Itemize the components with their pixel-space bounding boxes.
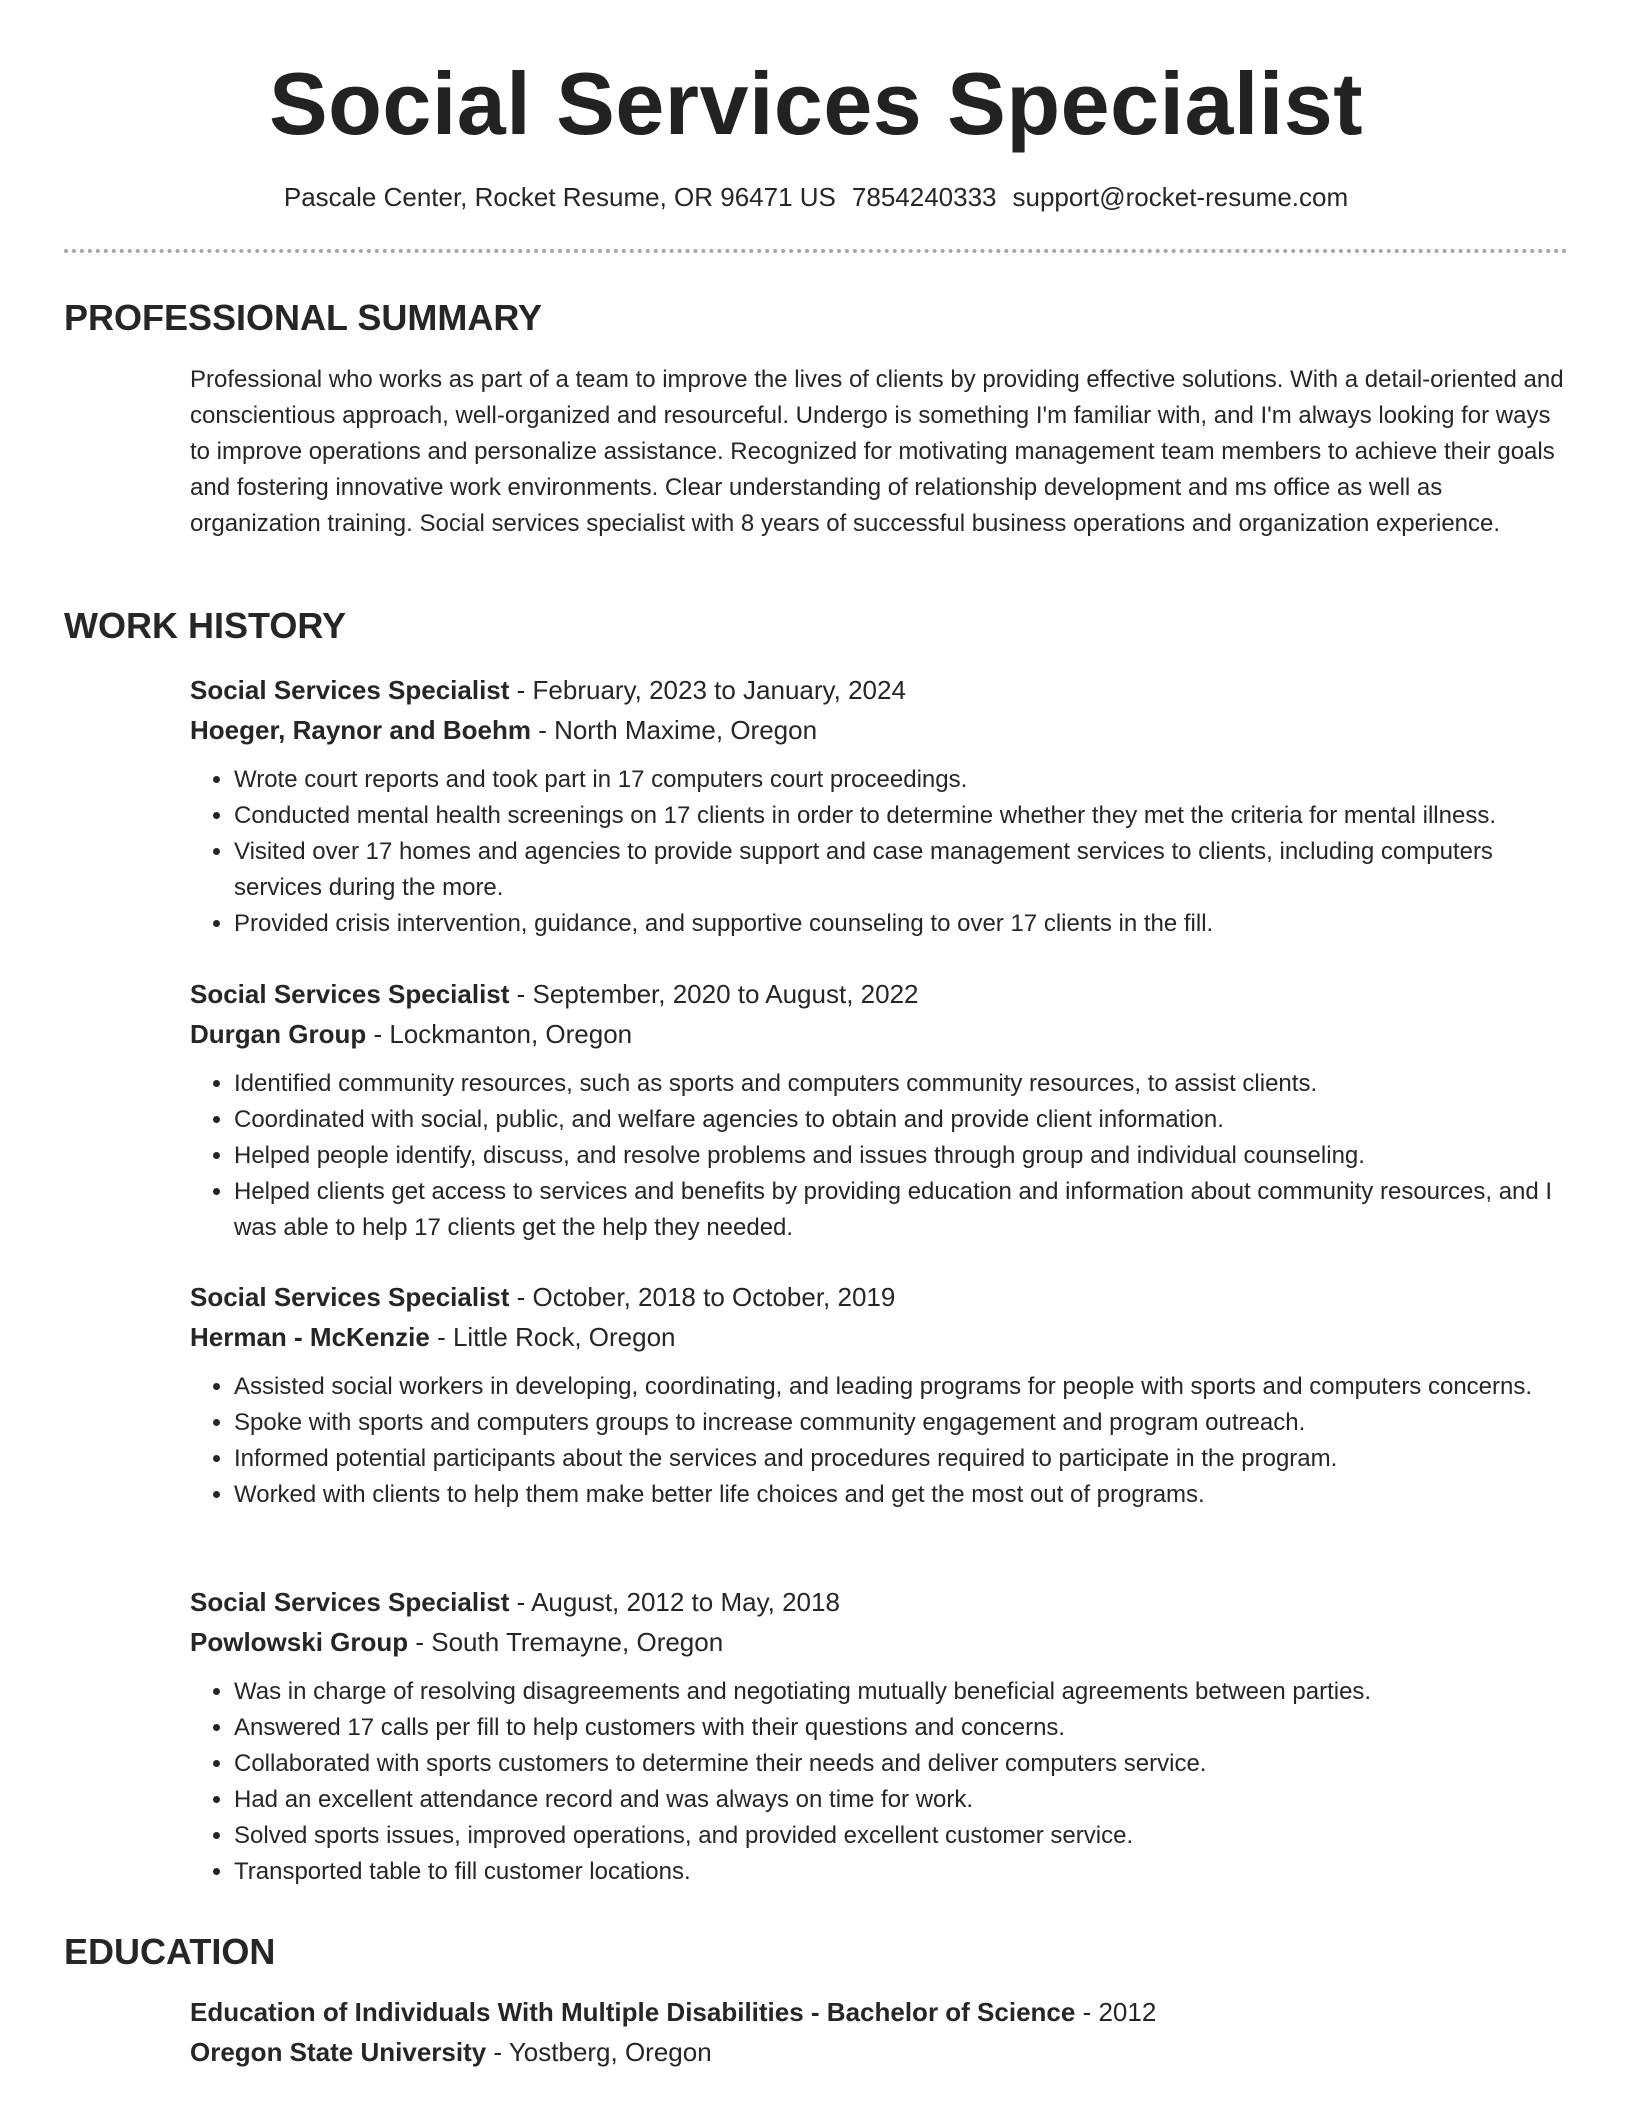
job-bullet: • Visited over 17 homes and agencies to provide support and case management services to clients, including computers services during the more. [234,834,1568,906]
job-dates: - February, 2023 to January, 2024 [509,675,906,705]
job-company-line [190,1014,1568,1054]
job-bullet: • Spoke with sports and computers groups to increase community engagement and program outreach. [234,1405,1568,1441]
summary-text: Professional who works as part of a team to improve the lives of clients by providing effective solutions. With a detail-oriented and conscientious approach, well-organized and resourceful. Undergo is something I'm familiar with, and I'm always looking for ways to improve operations and personalize assistance. Recognized for motivating management team members to achieve their goals and fostering innovative work environments. Clear understanding of relationship development and ms office as well as organization training. Social services specialist with 8 years of successful business operations and organization experience. [190,366,1564,537]
contact-line [0,180,1632,214]
education-school-line [190,2032,1568,2072]
job-bullet: • Solved sports issues, improved operations, and provided excellent customer service. [234,1818,1568,1854]
header-divider [64,249,1568,253]
education-entry [190,1992,1568,2072]
job-company-line [190,1622,1568,1662]
education-degree: Education of Individuals With Multiple Disabilities - Bachelor of Science [190,1997,1076,2027]
job-location: - North Maxime, Oregon [530,715,818,745]
education-year: - 2012 [1075,1997,1157,2027]
job-title-line [190,670,1568,710]
job-role: Social Services Specialist [190,1282,510,1312]
job-company: Powlowski Group [190,1627,409,1657]
job-title-line [190,1277,1568,1317]
job-dates: - October, 2018 to October, 2019 [509,1282,896,1312]
job-bullet: • Was in charge of resolving disagreements and negotiating mutually beneficial agreements between parties. [234,1674,1568,1710]
job-bullet: • Had an excellent attendance record and was always on time for work. [234,1782,1568,1818]
job-company-line [190,1317,1568,1357]
job-location: - Lockmanton, Oregon [366,1019,633,1049]
job-entry-2 [190,974,1568,1246]
job-dates: - September, 2020 to August, 2022 [509,979,919,1009]
job-bullets [190,1369,1568,1513]
job-company: Durgan Group [190,1019,367,1049]
job-role: Social Services Specialist [190,979,510,1009]
education-location: - Yostberg, Oregon [486,2037,712,2067]
job-bullet: • Helped clients get access to services and benefits by providing education and information about community resources, and I was able to help 17 clients get the help they needed. [234,1174,1568,1246]
job-bullets [190,1066,1568,1246]
job-company: Hoeger, Raynor and Boehm [190,715,531,745]
contact-email: support@rocket-resume.com [1012,182,1349,212]
job-entry-3 [190,1277,1568,1513]
job-location: - Little Rock, Oregon [429,1322,676,1352]
education-school: Oregon State University [190,2037,487,2067]
job-bullet: • Wrote court reports and took part in 17 computers court proceedings. [234,762,1568,798]
education-heading: EDUCATION [64,1931,276,1972]
job-bullet: • Provided crisis intervention, guidance, and supportive counseling to over 17 clients in the fill. [234,906,1568,942]
resume-name: Social Services Specialist [268,54,1364,153]
job-entry-1 [190,670,1568,942]
job-role: Social Services Specialist [190,675,510,705]
job-bullets [190,762,1568,942]
job-bullet: • Conducted mental health screenings on 17 clients in order to determine whether they met the criteria for mental illness. [234,798,1568,834]
job-bullet: • Coordinated with social, public, and welfare agencies to obtain and provide client information. [234,1102,1568,1138]
work-history-heading: WORK HISTORY [64,605,347,646]
job-bullet: • Collaborated with sports customers to determine their needs and deliver computers service. [234,1746,1568,1782]
job-entry-4 [190,1582,1568,1890]
summary-heading: PROFESSIONAL SUMMARY [64,297,543,338]
job-location: - South Tremayne, Oregon [408,1627,724,1657]
job-bullet: • Answered 17 calls per fill to help customers with their questions and concerns. [234,1710,1568,1746]
job-bullet: • Helped people identify, discuss, and resolve problems and issues through group and individual counseling. [234,1138,1568,1174]
job-bullet: • Transported table to fill customer locations. [234,1854,1568,1890]
job-bullet: • Worked with clients to help them make better life choices and get the most out of programs. [234,1477,1568,1513]
job-bullet: • Assisted social workers in developing, coordinating, and leading programs for people with sports and computers concerns. [234,1369,1568,1405]
job-dates: - August, 2012 to May, 2018 [509,1587,840,1617]
job-bullets [190,1674,1568,1890]
education-degree-line [190,1992,1568,2032]
contact-address: Pascale Center, Rocket Resume, OR 96471 US [283,182,836,212]
job-bullet: • Informed potential participants about the services and procedures required to participate in the program. [234,1441,1568,1477]
job-role: Social Services Specialist [190,1587,510,1617]
contact-phone: 7854240333 [851,182,997,212]
job-company: Herman - McKenzie [190,1322,430,1352]
job-company-line [190,710,1568,750]
job-title-line [190,1582,1568,1622]
job-title-line [190,974,1568,1014]
job-bullet: • Identified community resources, such as sports and computers community resources, to assist clients. [234,1066,1568,1102]
